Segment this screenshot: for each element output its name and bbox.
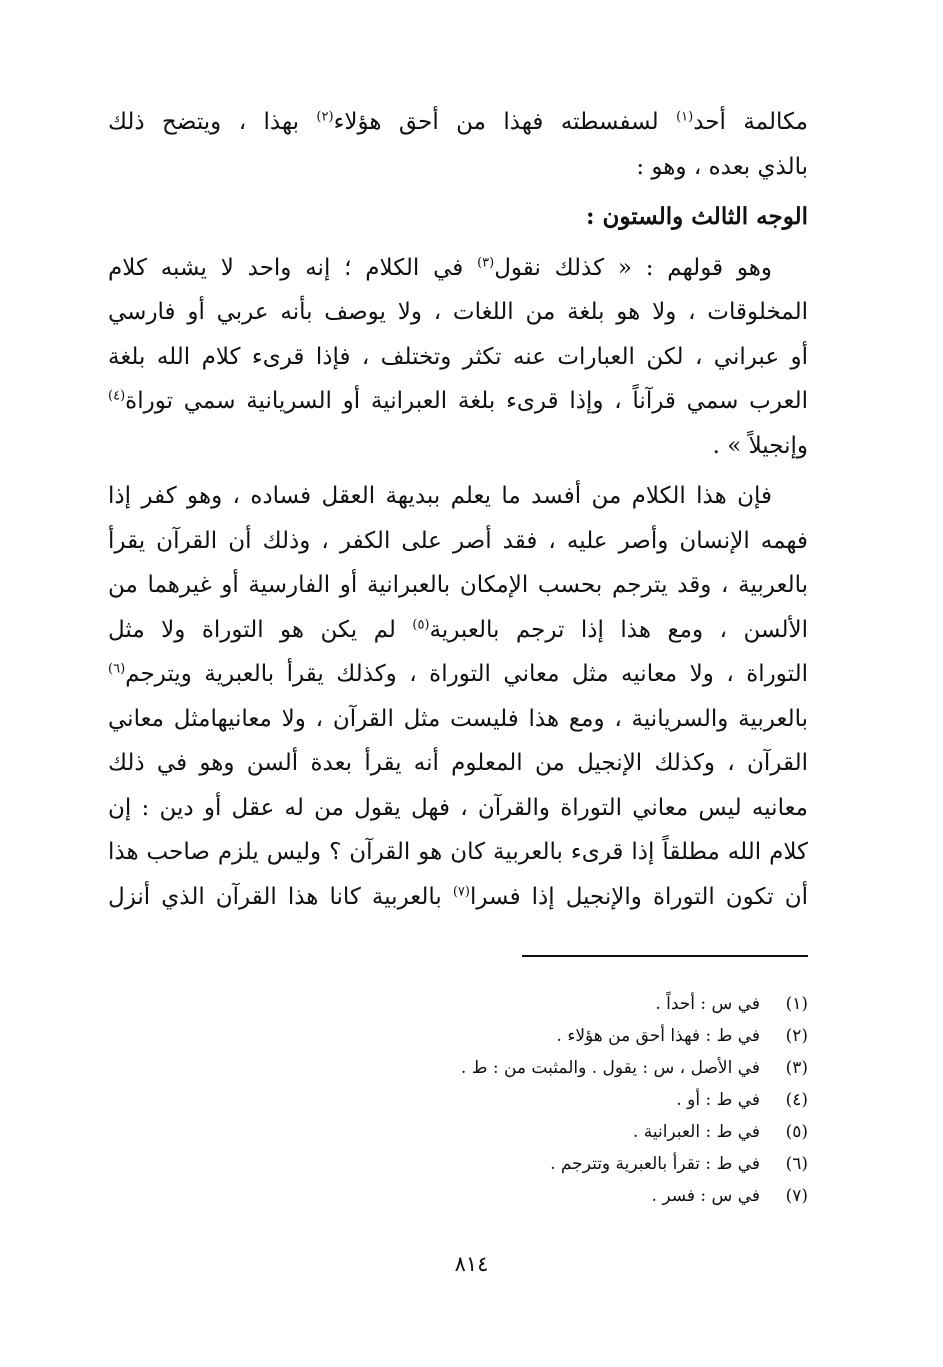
footnote-item [248, 1148, 808, 1180]
text-line [108, 246, 808, 291]
footnote-ref[interactable]: (٦) [108, 661, 126, 677]
text-segment: فهمه الإنسان وأصر عليه ، فقد أصر على الكفر ، وذلك أن القرآن يقرأ [108, 527, 808, 554]
text-segment: أو عبراني ، لكن العبارات عنه تكثر وتختلف ، فإذا قرىء كلام الله بلغة [108, 343, 808, 370]
text-segment: معانيه ليس معاني التوراة والقرآن ، فهل يقول من له عقل أو دين : إن [108, 794, 808, 821]
text-line [108, 379, 808, 424]
footnote-text: في س : فسر . [651, 1186, 760, 1206]
footnote-text: في ط : فهذا أحق من هؤلاء . [556, 1026, 760, 1046]
footnote-text: في ط : العبرانية . [632, 1122, 760, 1142]
text-line [108, 290, 808, 335]
text-line [108, 519, 808, 564]
text-segment: وهو قولهم : « كذلك نقول [494, 254, 772, 281]
footnote-text: في ط : أو . [676, 1090, 760, 1110]
footnote-number: (٧) [785, 1186, 808, 1206]
text-segment: العرب سمي قرآناً ، وإذا قرىء بلغة العبرانية أو السريانية سمي توراة [125, 388, 808, 414]
footnote-number: (٦) [785, 1154, 808, 1174]
text-segment: بالعربية كانا هذا القرآن الذي أنزل [108, 883, 453, 910]
text-segment: في الكلام ؛ إنه واحد لا يشبه كلام [108, 254, 478, 281]
text-line [108, 786, 808, 831]
footnote-number: (٣) [785, 1058, 808, 1078]
text-segment: مكالمة أحد [693, 109, 808, 135]
footnote-ref[interactable]: (٢) [316, 109, 334, 125]
text-segment: بالعربية والسريانية ، ومع هذا فليست مثل القرآن ، ولا معانيهامثل معاني [108, 705, 808, 732]
text-line [108, 830, 808, 875]
footnote-item [248, 1180, 808, 1212]
footnote-item [248, 1052, 808, 1084]
text-segment: التوراة ، ولا معانيه مثل معاني التوراة ، وكذلك يقرأ بالعبرية ويترجم [125, 661, 808, 687]
page-number: ٨١٤ [454, 1252, 489, 1276]
footnote-number: (٤) [785, 1090, 808, 1110]
footnote-number: (٥) [785, 1122, 808, 1142]
text-segment: بهذا ، ويتضح ذلك [108, 109, 317, 135]
text-segment: بالذي بعده ، وهو : [636, 153, 808, 180]
main-text [108, 100, 808, 919]
text-segment: القرآن ، وكذلك الإنجيل من المعلوم أنه يقرأ بعدة ألسن وهو في ذلك [108, 750, 808, 776]
text-line [108, 474, 808, 519]
text-line [108, 697, 808, 742]
text-line [108, 608, 808, 653]
text-line [108, 563, 808, 608]
footnote-item [248, 1020, 808, 1052]
paragraph-1 [108, 246, 808, 469]
text-segment: بالعربية ، وقد يترجم بحسب الإمكان بالعبرانية أو الفارسية أو غيرهما من [108, 572, 808, 598]
footnote-ref[interactable]: (٣) [477, 254, 495, 270]
footnote-number: (١) [785, 994, 808, 1014]
text-segment: كلام الله مطلقاً إذا قرىء بالعربية كان هو القرآن ؟ وليس يلزم صاحب هذا [108, 839, 808, 865]
footnote-ref[interactable]: (٤) [108, 388, 126, 404]
text-segment: المخلوقات ، ولا هو بلغة من اللغات ، ولا يوصف بأنه عربي أو فارسي [108, 299, 808, 325]
text-segment: لسفسطته فهذا من أحق هؤلاء [333, 109, 677, 135]
text-line [108, 424, 808, 469]
text-line [108, 145, 808, 190]
text-line [108, 875, 808, 920]
text-line [108, 652, 808, 697]
text-segment: لم يكن هو التوراة ولا مثل [108, 616, 413, 643]
footnotes [248, 988, 808, 1212]
paragraph-2 [108, 474, 808, 919]
text-line [108, 100, 808, 145]
footnote-ref[interactable]: (٥) [412, 616, 430, 632]
text-segment: الألسن ، ومع هذا إذا ترجم بالعبرية [429, 616, 808, 643]
footnote-separator [522, 955, 808, 957]
footnote-text: في الأصل ، س : يقول . والمثبت من : ط . [460, 1058, 760, 1078]
footnote-ref[interactable]: (٧) [452, 883, 470, 899]
text-segment: فإن هذا الكلام من أفسد ما يعلم ببديهة العقل فساده ، وهو كفر إذا [108, 483, 772, 509]
footnote-text: في س : أحداً . [655, 994, 760, 1014]
text-segment: أن تكون التوراة والإنجيل إذا فسرا [469, 883, 808, 910]
footnote-item [248, 988, 808, 1020]
footnote-ref[interactable]: (١) [676, 109, 694, 125]
continuation-paragraph [108, 100, 808, 189]
footnote-item [248, 1116, 808, 1148]
footnote-text: في ط : تقرأ بالعبرية وتترجم . [550, 1154, 760, 1174]
footnote-item [248, 1084, 808, 1116]
text-line [108, 741, 808, 786]
text-line [108, 335, 808, 380]
footnote-number: (٢) [785, 1026, 808, 1046]
text-segment: وإنجيلاً » . [712, 432, 808, 459]
section-heading: الوجه الثالث والستون : [585, 203, 808, 230]
